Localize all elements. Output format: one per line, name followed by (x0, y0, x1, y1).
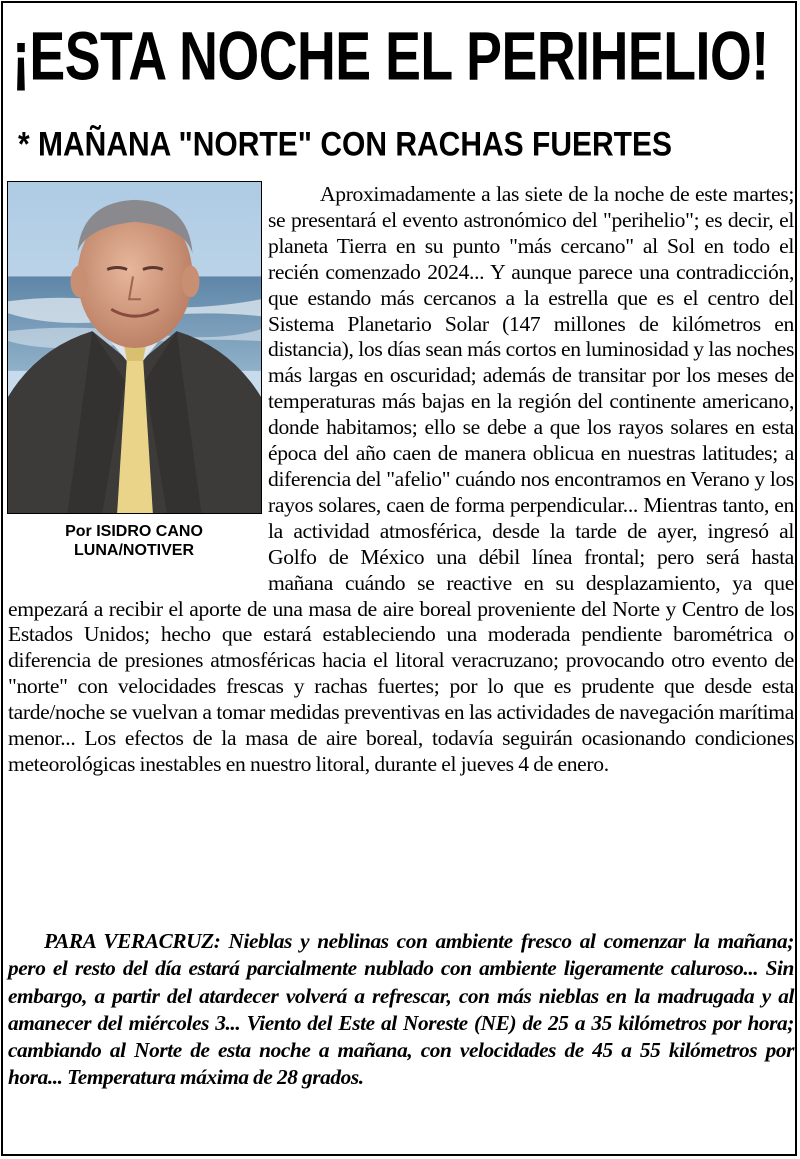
article-paragraph-text: Aproximadamente a las siete de la noche de este martes; se presentará el evento astronómico del "perihelio"; es decir, el planeta Tierra en su punto "más cercano" al Sol en todo el recién comenzado 2024... Y aunque parece una contradicción, que estando más cercanos a la estrella que es el centro del Sistema Planetario Solar (147 millones de kilómetros en distancia), los días sean más cortos en luminosidad y las noches más largas en oscuridad; además de transitar por los meses de temperaturas más bajas en la región del continente americano, donde habitamos; ello se debe a que los rayos solares en esta época del año caen de manera oblicua en nuestras latitudes; a diferencia del "afelio" cuándo nos encontramos en Verano y los rayos solares, caen de forma perpendicular... Mientras tanto, en la actividad atmosférica, desde la tarde de ayer, ingresó al Golfo de México una débil línea frontal; pero será hasta mañana cuándo se reactive en su desplazamiento, ya que empezará a recibir el aporte de una masa de aire boreal proveniente del Norte y Centro de los Estados Unidos; hecho que estará estableciendo una moderada pendiente barométrica o diferencia de presiones atmosféricas hacia el litoral veracruzano; provocando otro evento de "norte" con velocidades frescas y rachas fuertes; por lo que es prudente que desde esta tarde/noche se vuelvan a tomar medidas preventivas en las actividades de navegación marítima menor... Los efectos de la masa de aire boreal, todavía seguirán ocasionando condiciones meteorológicas inestables en nuestro litoral, durante el jueves 4 de enero. (8, 182, 794, 776)
byline-source: LUNA/NOTIVER (74, 542, 194, 559)
forecast-text: PARA VERACRUZ: Nieblas y neblinas con ambiente fresco al comenzar la mañana; pero el resto del día estará parcialmente nublado con ambiente ligeramente caluroso... Sin embargo, a partir del atardecer volverá a refrescar, con más nieblas en la madrugada y al amanecer del miércoles 3... Viento del Este al Noreste (NE) de 25 a 35 kilómetros por hora; cambiando al Norte de esta noche a mañana, con velocidades de 45 a 55 kilómetros por hora... Temperatura máxima de 28 grados. (8, 929, 794, 1090)
headline: ¡ESTA NOCHE EL PERIHELIO! (12, 18, 769, 95)
subheadline: * MAÑANA "NORTE" CON RACHAS FUERTES (18, 125, 673, 164)
article-body (8, 182, 794, 778)
byline-author: Por ISIDRO CANO (65, 523, 203, 540)
photo-wrap-spacer (8, 182, 268, 572)
forecast-paragraph (8, 928, 794, 1092)
